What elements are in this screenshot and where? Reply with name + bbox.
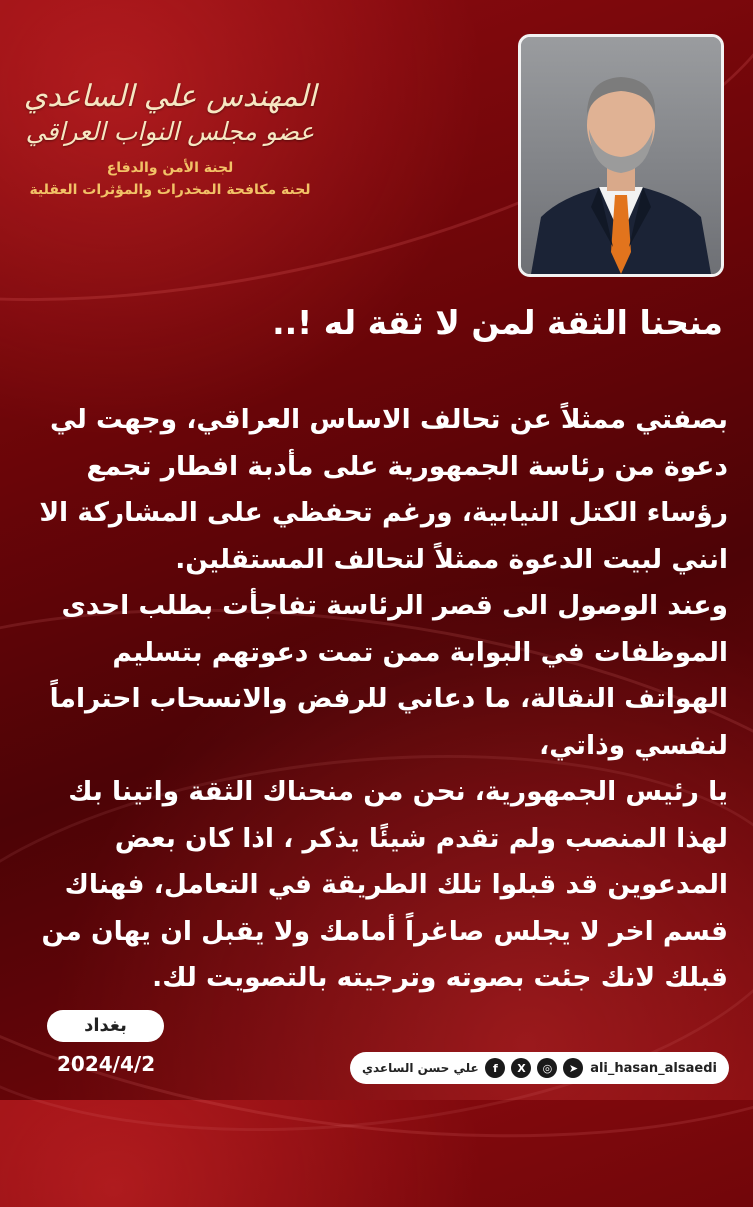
social-bar [350, 1052, 729, 1084]
body-line: دعوة من رئاسة الجمهورية على مأدبة افطار تجمع [86, 450, 728, 482]
statement-body [28, 397, 728, 1002]
committee-security: لجنة الأمن والدفاع [106, 159, 234, 176]
social-icons [485, 1058, 583, 1078]
facebook-icon[interactable]: f [485, 1058, 505, 1078]
body-line: قبلك لانك جئت بصوته وترجيته بالتصويت لك. [152, 962, 728, 993]
social-handle[interactable]: ali_hasan_alsaedi [590, 1060, 717, 1076]
instagram-icon[interactable]: ◎ [537, 1058, 557, 1078]
body-line: المدعوين قد قبلوا تلك الطريقة في التعامل، فهناك [64, 869, 728, 900]
body-line: لنفسي وذاتي، [539, 729, 728, 761]
portrait-photo [518, 34, 724, 277]
author-name: المهندس علي الساعدي [23, 79, 317, 114]
page-title: منحنا الثقة لمن لا ثقة له !.. [272, 303, 723, 342]
body-line: رؤساء الكتل النيابية، ورغم تحفظي على المشاركة الا [39, 497, 728, 528]
header-block [20, 80, 320, 201]
telegram-icon[interactable]: ➤ [563, 1058, 583, 1078]
x-icon[interactable]: X [511, 1058, 531, 1078]
body-line: لهذا المنصب ولم تقدم شيئًا يذكر ، اذا كان بعض [114, 822, 728, 854]
body-line: بصفتي ممثلاً عن تحالف الاساس العراقي، وجهت لي [50, 404, 728, 435]
body-line: الهواتف النقالة، ما دعاني للرفض والانسحاب احتراماً [49, 683, 728, 714]
body-line: قسم اخر لا يجلس صاغراً أمامك ولا يقبل ان يهان من [41, 915, 728, 947]
social-name: علي حسن الساعدي [362, 1061, 479, 1075]
author-role: عضو مجلس النواب العراقي [25, 116, 315, 146]
body-line: انني لبيت الدعوة ممثلاً لتحالف المستقلين. [175, 543, 728, 575]
body-line: وعند الوصول الى قصر الرئاسة تفاجأت بطلب احدى [61, 590, 728, 621]
body-line: يا رئيس الجمهورية، نحن من منحناك الثقة واتينا بك [68, 776, 728, 807]
committee-narcotics: لجنة مكافحة المخدرات والمؤثرات العقلية [29, 181, 311, 198]
city-badge: بغداد [47, 1010, 164, 1042]
post-date: 2024/4/2 [57, 1052, 156, 1076]
body-line: الموظفات في البوابة ممن تمت دعوتهم بتسليم [112, 636, 728, 668]
